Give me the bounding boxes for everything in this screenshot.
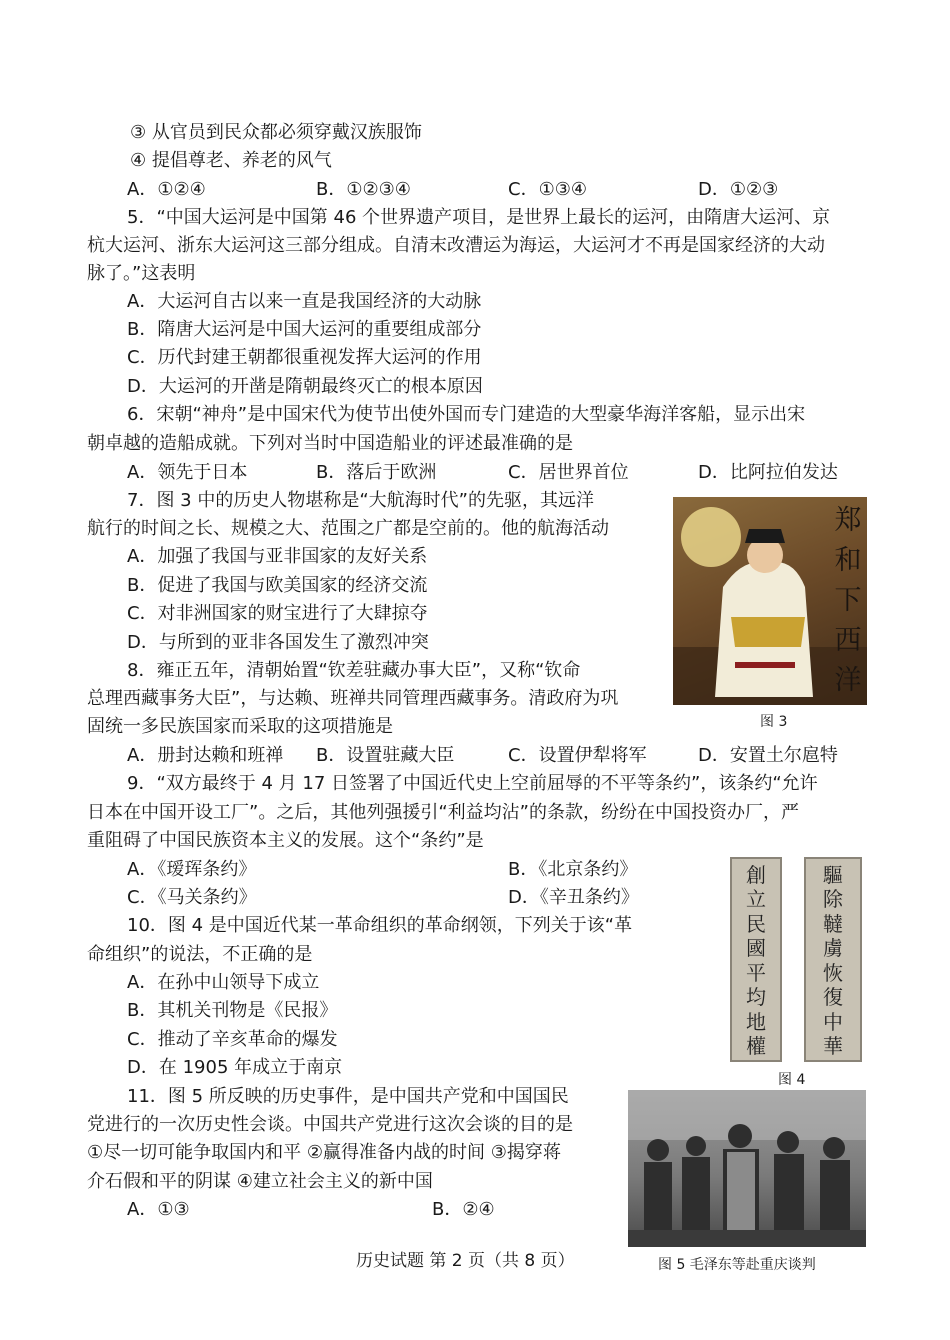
figure-4-left-column (732, 863, 780, 1058)
q4-option-d: D．①②③ (698, 179, 779, 200)
figure-4-right-scroll (804, 857, 862, 1062)
figure-3-zheng-he-image (673, 497, 867, 705)
q5-option-d: D．大运河的开凿是隋朝最终灭亡的根本原因 (127, 376, 483, 397)
q8-option-b: B．设置驻藏大臣 (316, 745, 455, 766)
figure-5-caption: 图 5 毛泽东等赴重庆谈判 (658, 1257, 816, 1273)
q9-stem-line-2: 日本在中国开设工厂”。之后，其他列强援引“利益均沾”的条款，纷纷在中国投资办厂，严 (87, 802, 799, 823)
q9-option-d: D．《辛丑条约》 (508, 887, 639, 908)
figure-4-char: 國 (746, 936, 766, 961)
q10-option-a: A．在孙中山领导下成立 (127, 972, 320, 993)
figure-4-char: 地 (746, 1009, 766, 1034)
figure-4-program-scrolls (730, 857, 865, 1062)
q4-item-3: ③ 从官员到民众都必须穿戴汉族服饰 (130, 122, 422, 143)
q10-stem-line-2: 命组织”的说法，不正确的是 (87, 944, 313, 965)
figure-4-left-scroll (730, 857, 782, 1062)
q8-option-d: D．安置土尔扈特 (698, 745, 838, 766)
figure-4-char: 除 (823, 887, 843, 912)
q11-option-a: A．①③ (127, 1199, 190, 1220)
q8-stem-line-1: 8．雍正五年，清朝始置“钦差驻藏办事大臣”，又称“钦命 (127, 660, 581, 681)
q10-option-b: B．其机关刊物是《民报》 (127, 1000, 338, 1021)
q11-stem-line-1: 11．图 5 所反映的历史事件，是中国共产党和中国国民 (127, 1086, 569, 1107)
figure-3-title-char: 和 (834, 545, 862, 576)
figure-4-char: 復 (823, 985, 843, 1010)
q11-stem-line-2: 党进行的一次历史性会谈。中国共产党进行这次会谈的目的是 (87, 1114, 573, 1135)
q7-stem-line-1: 7．图 3 中的历史人物堪称是“大航海时代”的先驱，其远洋 (127, 490, 594, 511)
figure-3-caption: 图 3 (760, 714, 788, 730)
q9-option-c: C．《马关条约》 (127, 887, 257, 908)
q4-option-a: A．①②④ (127, 179, 206, 200)
figure-4-char: 韃 (823, 911, 843, 936)
q7-option-b: B．促进了我国与欧美国家的经济交流 (127, 575, 428, 596)
figure-4-right-column (806, 863, 860, 1058)
figure-4-char: 華 (823, 1033, 843, 1058)
figure-4-caption: 图 4 (778, 1072, 806, 1088)
q7-option-c: C．对非洲国家的财宝进行了大肆掠夺 (127, 603, 428, 624)
q8-stem-line-3: 固统一多民族国家而采取的这项措施是 (87, 716, 393, 737)
q11-stem-line-4: 介石假和平的阴谋 ④建立社会主义的新中国 (87, 1171, 433, 1192)
q10-stem-line-1: 10．图 4 是中国近代某一革命组织的革命纲领，下列关于该“革 (127, 915, 633, 936)
q10-option-c: C．推动了辛亥革命的爆发 (127, 1029, 338, 1050)
q5-option-c: C．历代封建王朝都很重视发挥大运河的作用 (127, 347, 482, 368)
figure-4-char: 均 (746, 985, 766, 1010)
q6-option-a: A．领先于日本 (127, 462, 248, 483)
q6-option-c: C．居世界首位 (508, 462, 629, 483)
q8-stem-line-2: 总理西藏事务大臣”，与达赖、班禅共同管理西藏事务。清政府为巩 (87, 688, 619, 709)
q5-option-b: B．隋唐大运河是中国大运河的重要组成部分 (127, 319, 482, 340)
figure-4-char: 民 (746, 911, 766, 936)
figure-4-char: 平 (746, 960, 766, 985)
figure-4-char: 中 (823, 1009, 843, 1034)
q6-option-d: D．比阿拉伯发达 (698, 462, 838, 483)
q10-option-d: D．在 1905 年成立于南京 (127, 1057, 343, 1078)
figure-3-title-char: 洋 (834, 665, 862, 696)
figure-4-char: 權 (746, 1033, 766, 1058)
q8-option-c: C．设置伊犁将军 (508, 745, 647, 766)
figure-3-title-char: 下 (834, 585, 862, 616)
q7-option-a: A．加强了我国与亚非国家的友好关系 (127, 546, 428, 567)
chongqing-negotiation-photo (628, 1090, 866, 1247)
q6-stem-line-1: 6．宋朝“神舟”是中国宋代为使节出使外国而专门建造的大型豪华海洋客船，显示出宋 (127, 404, 806, 425)
q7-option-d: D．与所到的亚非各国发生了激烈冲突 (127, 632, 429, 653)
q11-stem-line-3: ①尽一切可能争取国内和平 ②赢得准备内战的时间 ③揭穿蒋 (87, 1142, 561, 1163)
figure-4-char: 驅 (823, 863, 843, 887)
figure-4-char: 創 (746, 863, 766, 887)
q5-option-a: A．大运河自古以来一直是我国经济的大动脉 (127, 291, 482, 312)
q6-stem-line-2: 朝卓越的造船成就。下列对当时中国造船业的评述最准确的是 (87, 433, 573, 454)
q9-option-b: B．《北京条约》 (508, 859, 638, 880)
q8-option-a: A．册封达赖和班禅 (127, 745, 284, 766)
q9-stem-line-3: 重阻碍了中国民族资本主义的发展。这个“条约”是 (87, 830, 484, 851)
figure-5-chongqing-photo (628, 1090, 866, 1247)
q7-stem-line-2: 航行的时间之长、规模之大、范围之广都是空前的。他的航海活动 (87, 518, 609, 539)
q6-option-b: B．落后于欧洲 (316, 462, 437, 483)
figure-3-title-char: 郑 (834, 505, 862, 536)
q9-option-a: A．《瑷珲条约》 (127, 859, 257, 880)
q4-option-c: C．①③④ (508, 179, 587, 200)
q9-stem-line-1: 9．“双方最终于 4 月 17 日签署了中国近代史上空前屈辱的不平等条约”，该条约“允许 (127, 773, 818, 794)
figure-4-char: 恢 (823, 960, 843, 985)
figure-4-char: 虜 (823, 936, 843, 961)
q11-option-b: B．②④ (432, 1199, 495, 1220)
figure-4-char: 立 (746, 887, 766, 912)
figure-3-title (833, 503, 863, 699)
q5-stem-line-2: 杭大运河、浙东大运河这三部分组成。自清末改漕运为海运，大运河才不再是国家经济的大动 (87, 235, 825, 256)
q4-option-b: B．①②③④ (316, 179, 411, 200)
page-footer: 历史试题 第 2 页（共 8 页） (356, 1251, 575, 1271)
q5-stem-line-3: 脉了。”这表明 (87, 263, 196, 284)
q5-stem-line-1: 5．“中国大运河是中国第 46 个世界遗产项目，是世界上最长的运河，由隋唐大运河、京 (127, 207, 831, 228)
q4-item-4: ④ 提倡尊老、养老的风气 (130, 150, 332, 171)
figure-3-title-char: 西 (834, 625, 862, 656)
